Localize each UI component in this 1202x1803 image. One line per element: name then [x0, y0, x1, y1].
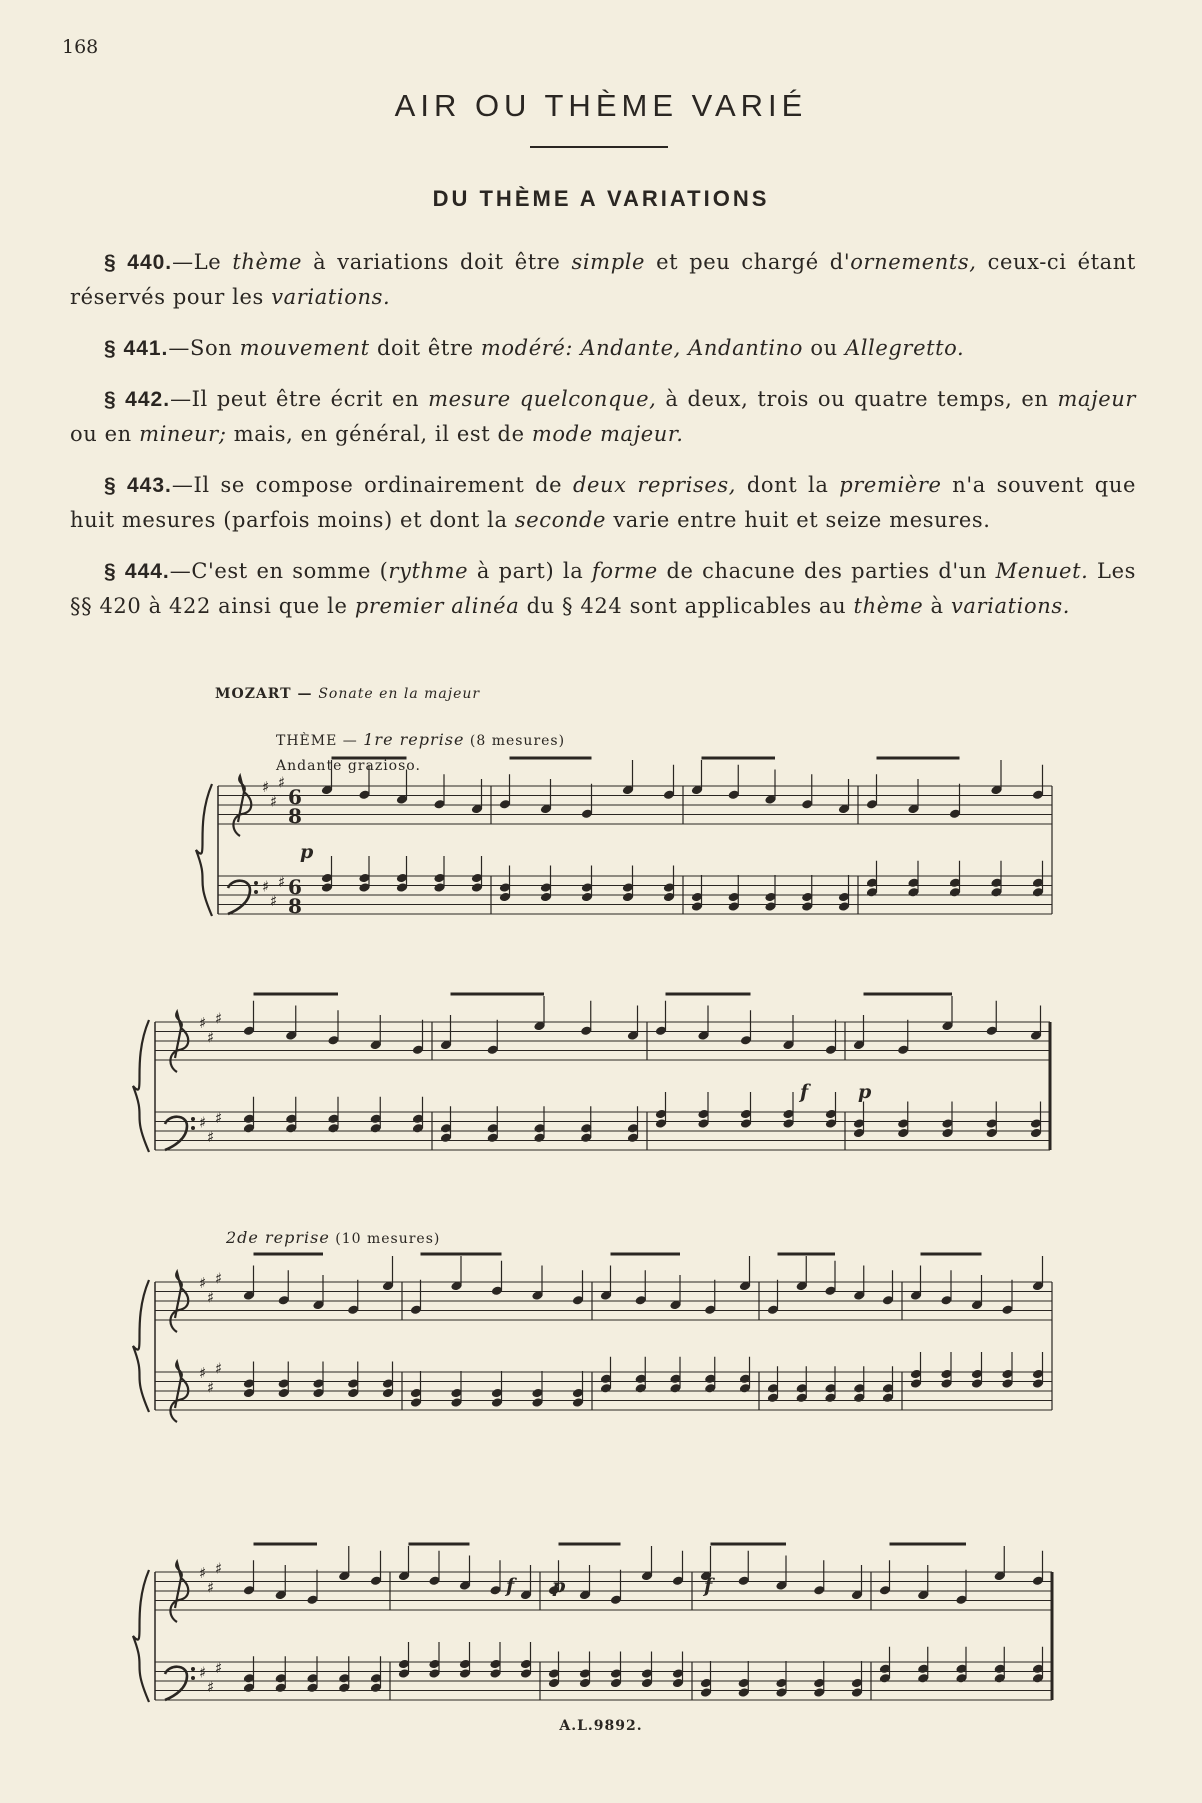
sharp-sign: ♯: [215, 1658, 223, 1677]
brace: [196, 784, 212, 916]
section1-name: 1re reprise: [363, 730, 465, 749]
sharp-sign: ♯: [199, 1274, 207, 1292]
bass-clef-dot: [191, 1676, 195, 1680]
sharp-sign: ♯: [215, 1269, 223, 1288]
sharp-sign: ♯: [207, 1127, 215, 1146]
bass-clef-dot: [191, 1126, 195, 1130]
paragraph-run: ou: [803, 336, 845, 360]
brace: [133, 1570, 149, 1702]
sharp-sign: ♯: [215, 1359, 223, 1378]
bass-clef-dot: [254, 881, 258, 885]
time-signature-top: 6: [288, 875, 302, 899]
paragraph-run: ornements,: [850, 250, 977, 274]
paragraph-run: dont la: [736, 473, 840, 497]
paragraph-run: seconde: [514, 508, 607, 532]
treble-clef: [170, 1272, 188, 1332]
paragraph-run: à variations doit être: [302, 250, 572, 274]
section1-count: (8 mesures): [464, 733, 566, 749]
sharp-sign: ♯: [278, 773, 286, 792]
paragraph-run: mouvement: [239, 336, 370, 360]
treble-clef: [170, 1012, 188, 1072]
paragraph-run: à: [923, 594, 951, 618]
sharp-sign: ♯: [199, 1364, 207, 1382]
sharp-sign: ♯: [278, 872, 286, 891]
paragraph-run: —C'est en somme (: [169, 559, 389, 583]
paragraph-run: premier alinéa: [354, 594, 520, 618]
paragraph-run: première: [839, 473, 942, 497]
paragraph-run: deux reprises,: [572, 473, 737, 497]
sharp-sign: ♯: [199, 1113, 207, 1132]
paragraph-run: § 441.: [104, 337, 169, 360]
paragraph-run: —Il peut être écrit en: [170, 387, 429, 411]
paragraph-run: § 443.: [104, 474, 172, 497]
paragraph-run: variations.: [950, 594, 1070, 618]
brace: [133, 1280, 149, 1412]
treble-clef: [170, 1362, 188, 1422]
sharp-sign: ♯: [215, 1009, 223, 1028]
treble-clef: [233, 776, 251, 836]
paragraph-run: modéré: Andante, Andantino: [480, 336, 804, 360]
tempo-marking: Andante grazioso.: [276, 758, 421, 774]
paragraph-run: —Son: [168, 336, 240, 360]
paragraph-run: mineur;: [139, 422, 227, 446]
paragraph-run: Allegretto.: [844, 336, 965, 360]
sharp-sign: ♯: [270, 792, 278, 811]
paragraph-run: § 440.: [104, 251, 173, 274]
paragraph-run: varie entre huit et seize mesures.: [606, 508, 991, 532]
time-signature-bottom: 8: [288, 804, 302, 828]
paragraph-run: ceux-ci étant réservés pour les: [70, 250, 1136, 309]
composer-name: MOZART —: [215, 686, 319, 702]
time-signature-bottom: 8: [288, 894, 302, 918]
sharp-sign: ♯: [207, 1578, 215, 1597]
dynamic-marking: p: [300, 841, 314, 863]
section-heading: DU THÈME A VARIATIONS: [432, 186, 770, 211]
paragraph-run: forme: [592, 559, 658, 583]
paragraph-run: majeur: [1057, 387, 1136, 411]
bass-clef-dot: [254, 890, 258, 894]
plate-number: A.L.9892.: [559, 1718, 643, 1734]
dynamic-marking: p: [552, 1575, 566, 1597]
sharp-sign: ♯: [199, 1663, 207, 1682]
sharp-sign: ♯: [262, 877, 270, 896]
sharp-sign: ♯: [207, 1677, 215, 1696]
treble-clef: [170, 1562, 188, 1622]
dynamic-marking: f: [506, 1575, 515, 1597]
section2-count: (10 mesures): [329, 1231, 441, 1247]
paragraph-run: —Il se compose ordinairement de: [171, 473, 573, 497]
paragraph-run: —Le: [172, 250, 233, 274]
paragraph-run: § 444.: [104, 560, 170, 583]
bass-clef-dot: [191, 1117, 195, 1121]
paragraph-run: du § 424 sont applicables au: [519, 594, 854, 618]
dynamic-marking: p: [858, 1081, 872, 1103]
paragraph-run: simple: [571, 250, 646, 274]
dynamic-marking: f: [704, 1575, 713, 1597]
paragraph-run: à deux, trois ou quatre temps, en: [656, 387, 1058, 411]
bass-clef-dot: [191, 1667, 195, 1671]
paragraph-run: § 442.: [104, 388, 171, 411]
sharp-sign: ♯: [215, 1559, 223, 1578]
sharp-sign: ♯: [207, 1028, 215, 1047]
paragraph-run: de chacune des parties d'un: [657, 559, 996, 583]
paragraph-run: et peu chargé d': [645, 250, 851, 274]
brace: [133, 1020, 149, 1152]
sharp-sign: ♯: [207, 1288, 215, 1307]
paragraph-run: mesure quelconque,: [428, 387, 657, 411]
dynamic-marking: f: [800, 1081, 809, 1103]
work-title: Sonate en la majeur: [318, 686, 481, 702]
paragraph-run: doit être: [369, 336, 481, 360]
theme-prefix: THÈME —: [276, 733, 364, 749]
page-title: AIR OU THÈME VARIÉ: [394, 88, 808, 123]
paragraph-run: rythme: [388, 559, 469, 583]
paragraph-run: ou en: [70, 422, 140, 446]
paragraph-run: à part) la: [468, 559, 592, 583]
paragraph-run: thème: [232, 250, 303, 274]
paragraph-run: thème: [853, 594, 924, 618]
paragraph-run: Les §§ 420 à 422 ainsi que le: [70, 559, 1137, 618]
page-number: 168: [62, 36, 99, 58]
sharp-sign: ♯: [199, 1564, 207, 1582]
paragraph-run: mais, en général, il est de: [226, 422, 532, 446]
paragraph-run: n'a souvent que huit mesures (parfois moins) et dont la: [70, 473, 1136, 532]
paragraph-run: mode majeur.: [531, 422, 684, 446]
sharp-sign: ♯: [207, 1378, 215, 1397]
sharp-sign: ♯: [199, 1014, 207, 1032]
paragraph-run: variations.: [271, 285, 391, 309]
sharp-sign: ♯: [215, 1108, 223, 1127]
sharp-sign: ♯: [270, 891, 278, 910]
sharp-sign: ♯: [262, 778, 270, 796]
section2-name: 2de reprise: [226, 1228, 330, 1247]
paragraph-run: Menuet.: [995, 559, 1089, 583]
time-signature-top: 6: [288, 785, 302, 809]
